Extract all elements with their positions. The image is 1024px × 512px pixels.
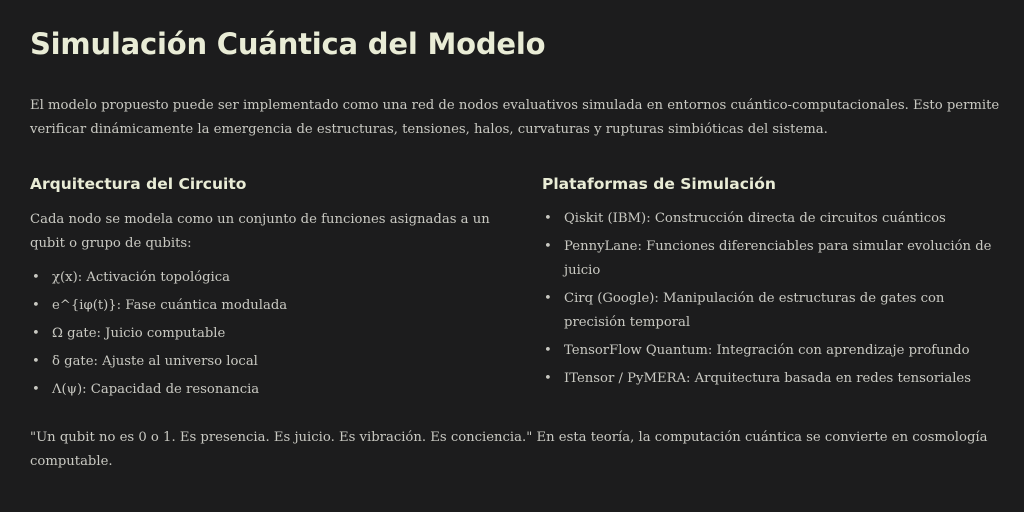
intro-paragraph: El modelo propuesto puede ser implementado como una red de nodos evaluativos simulada en entornos cuántico-computacionales. Esto permite verificar dinámicamente la emergencia de estructuras, tensiones, halos, curvaturas y rupturas simbióticas del sistema. xyxy=(30,98,1000,137)
list-item-text: PennyLane: Funciones diferenciables para simular evolución de juicio xyxy=(564,239,992,278)
list-item-text: χ(x): Activación topológica xyxy=(52,270,231,285)
architecture-list xyxy=(30,266,500,402)
list-item xyxy=(542,207,1004,231)
bullet-icon: • xyxy=(544,239,552,254)
platforms-list xyxy=(542,207,1004,391)
list-item-text: Cirq (Google): Manipulación de estructuras de gates con precisión temporal xyxy=(564,291,945,330)
closing-quote: "Un qubit no es 0 o 1. Es presencia. Es juicio. Es vibración. Es conciencia." En esta teoría, la computación cuántica se convierte en cosmología computable. xyxy=(30,430,988,469)
list-item xyxy=(542,339,1004,363)
bullet-icon: • xyxy=(32,270,40,285)
list-item xyxy=(542,367,1004,391)
architecture-description: Cada nodo se modela como un conjunto de funciones asignadas a un qubit o grupo de qubits: xyxy=(30,212,490,251)
list-item xyxy=(30,266,500,290)
list-item xyxy=(30,350,500,374)
architecture-section xyxy=(30,172,500,406)
bullet-icon: • xyxy=(544,343,552,358)
list-item-text: Qiskit (IBM): Construcción directa de circuitos cuánticos xyxy=(564,211,946,226)
bullet-icon: • xyxy=(32,326,40,341)
bullet-icon: • xyxy=(544,371,552,386)
list-item xyxy=(30,378,500,402)
bullet-icon: • xyxy=(32,298,40,313)
list-item-text: Λ(ψ): Capacidad de resonancia xyxy=(52,382,260,397)
list-item-text: ITensor / PyMERA: Arquitectura basada en redes tensoriales xyxy=(564,371,971,386)
list-item-text: Ω gate: Juicio computable xyxy=(52,326,226,341)
bullet-icon: • xyxy=(32,382,40,397)
bullet-icon: • xyxy=(32,354,40,369)
architecture-heading: Arquitectura del Circuito xyxy=(30,175,247,193)
platforms-section xyxy=(542,172,1004,395)
bullet-icon: • xyxy=(544,291,552,306)
list-item xyxy=(30,294,500,318)
list-item xyxy=(542,287,1004,335)
platforms-heading: Plataformas de Simulación xyxy=(542,175,776,193)
list-item-text: TensorFlow Quantum: Integración con aprendizaje profundo xyxy=(564,343,970,358)
page-title: Simulación Cuántica del Modelo xyxy=(30,27,546,61)
list-item xyxy=(30,322,500,346)
bullet-icon: • xyxy=(544,211,552,226)
list-item xyxy=(542,235,1004,283)
list-item-text: e^{iφ(t)}: Fase cuántica modulada xyxy=(52,298,288,313)
list-item-text: δ gate: Ajuste al universo local xyxy=(52,354,258,369)
